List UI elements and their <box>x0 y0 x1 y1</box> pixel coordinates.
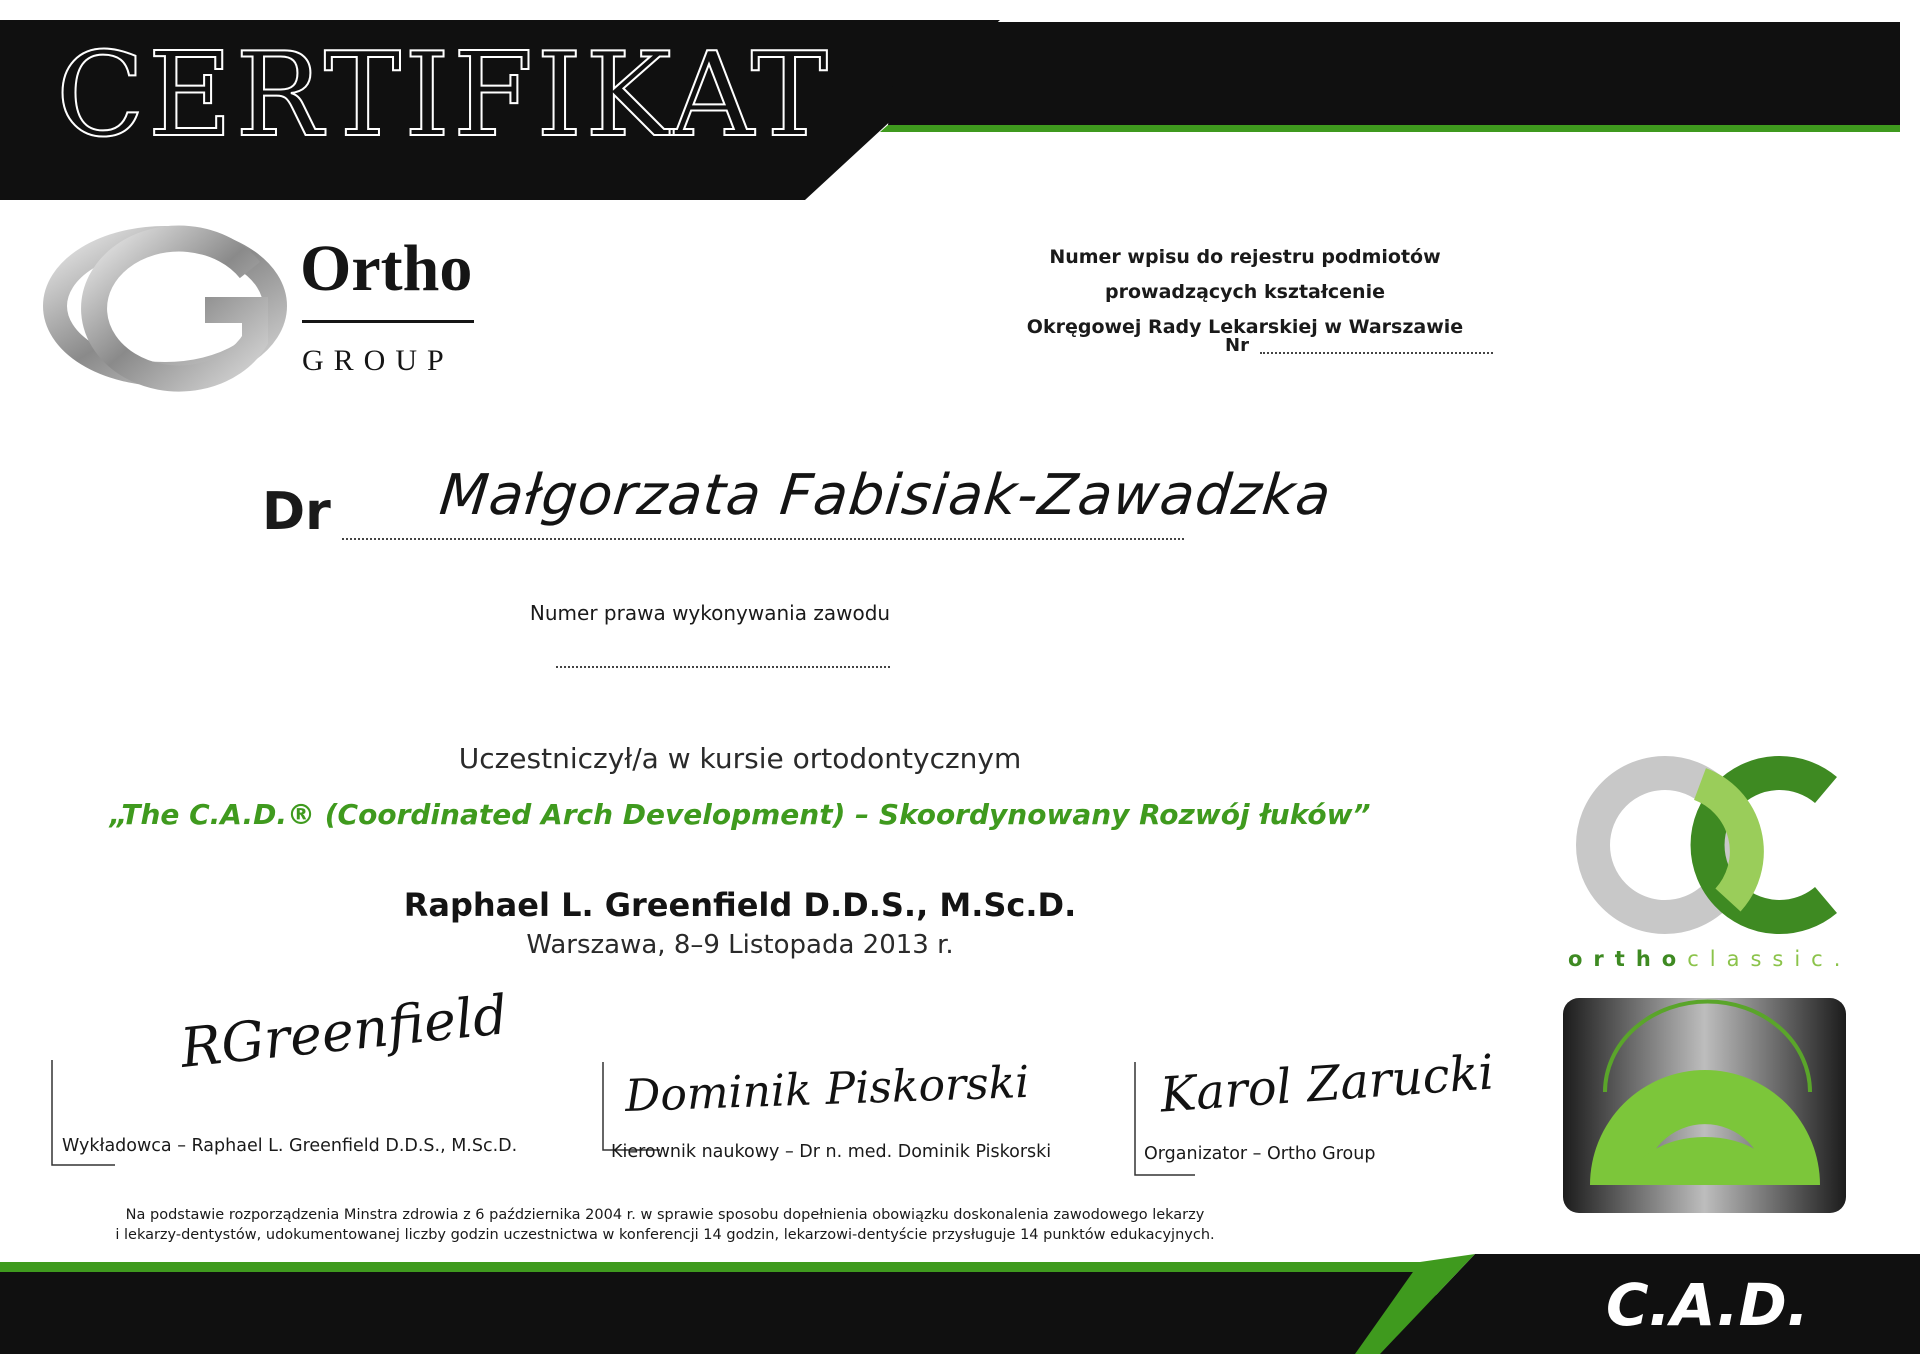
lecturer-name: Raphael L. Greenfield D.D.S., M.Sc.D. <box>403 886 1077 924</box>
participant-prefix: Dr <box>262 482 331 542</box>
legal-line-2: i lekarzy-dentystów, udokumentowanej liczby godzin uczestnictwa w konferencji 14 godzin, lekarzowi-dentyście przysługuje 14 punktów edukacyjnych. <box>115 1227 1215 1243</box>
legal-line-1: Na podstawie rozporządzenia Minstra zdrowia z 6 października 2004 r. w sprawie sposobu dopełnienia obowiązku doskonalenia zawodowego lekarzy <box>125 1207 1205 1223</box>
orthoclassic-part-2: classic. <box>1687 947 1852 971</box>
registry-info <box>1010 240 1480 345</box>
participant-name: Małgorzata Fabisiak-Zawadzka <box>436 463 1335 528</box>
signature-caption-organizer: Organizator – Ortho Group <box>1144 1144 1376 1164</box>
legal-footnote <box>90 1205 1240 1245</box>
registry-line-1: Numer wpisu do rejestru podmiotów prowadzących kształcenie <box>1049 246 1441 303</box>
footer-band <box>0 1272 1450 1354</box>
signature-lecturer: RGreenfield <box>177 983 511 1080</box>
cad-arch-icon <box>1563 998 1846 1213</box>
registry-nr-label: Nr <box>1225 335 1249 356</box>
orthoclassic-wordmark <box>1568 949 1851 970</box>
participation-statement: Uczestniczył/a w kursie ortodontycznym <box>458 742 1022 775</box>
certificate-title: CERTIFIKAT <box>56 28 831 163</box>
cad-label: C.A.D. <box>1606 1271 1809 1339</box>
ortho-logo-subtitle: GROUP <box>302 344 454 377</box>
signature-scientific-head: Dominik Piskorski <box>624 1056 1031 1123</box>
signature-caption-lecturer: Wykładowca – Raphael L. Greenfield D.D.S., M.Sc.D. <box>62 1136 518 1156</box>
og-monogram-icon <box>55 238 275 379</box>
place-and-date: Warszawa, 8–9 Listopada 2013 r. <box>526 930 954 960</box>
license-number-dotted-field <box>556 652 890 668</box>
oc-rings-icon <box>1593 773 1826 917</box>
ortho-logo-name: Ortho <box>300 232 473 305</box>
ortho-logo-rule <box>302 320 474 323</box>
license-number-label: Numer prawa wykonywania zawodu <box>529 601 891 625</box>
course-title: „The C.A.D.® (Coordinated Arch Development) – Skoordynowany Rozwój łuków” <box>109 798 1371 831</box>
registry-line-2: Okręgowej Rady Lekarskiej w Warszawie <box>1026 316 1464 338</box>
signature-caption-scientific-head: Kierownik naukowy – Dr n. med. Dominik Piskorski <box>611 1142 1052 1162</box>
footer-green-stripe <box>0 1262 1420 1272</box>
orthoclassic-part-1: ortho <box>1568 947 1688 971</box>
signature-organizer: Karol Zarucki <box>1158 1044 1496 1124</box>
registry-nr-dotted-field <box>1260 336 1493 354</box>
header-green-stripe <box>880 125 1900 132</box>
header-right-band <box>888 22 1900 125</box>
